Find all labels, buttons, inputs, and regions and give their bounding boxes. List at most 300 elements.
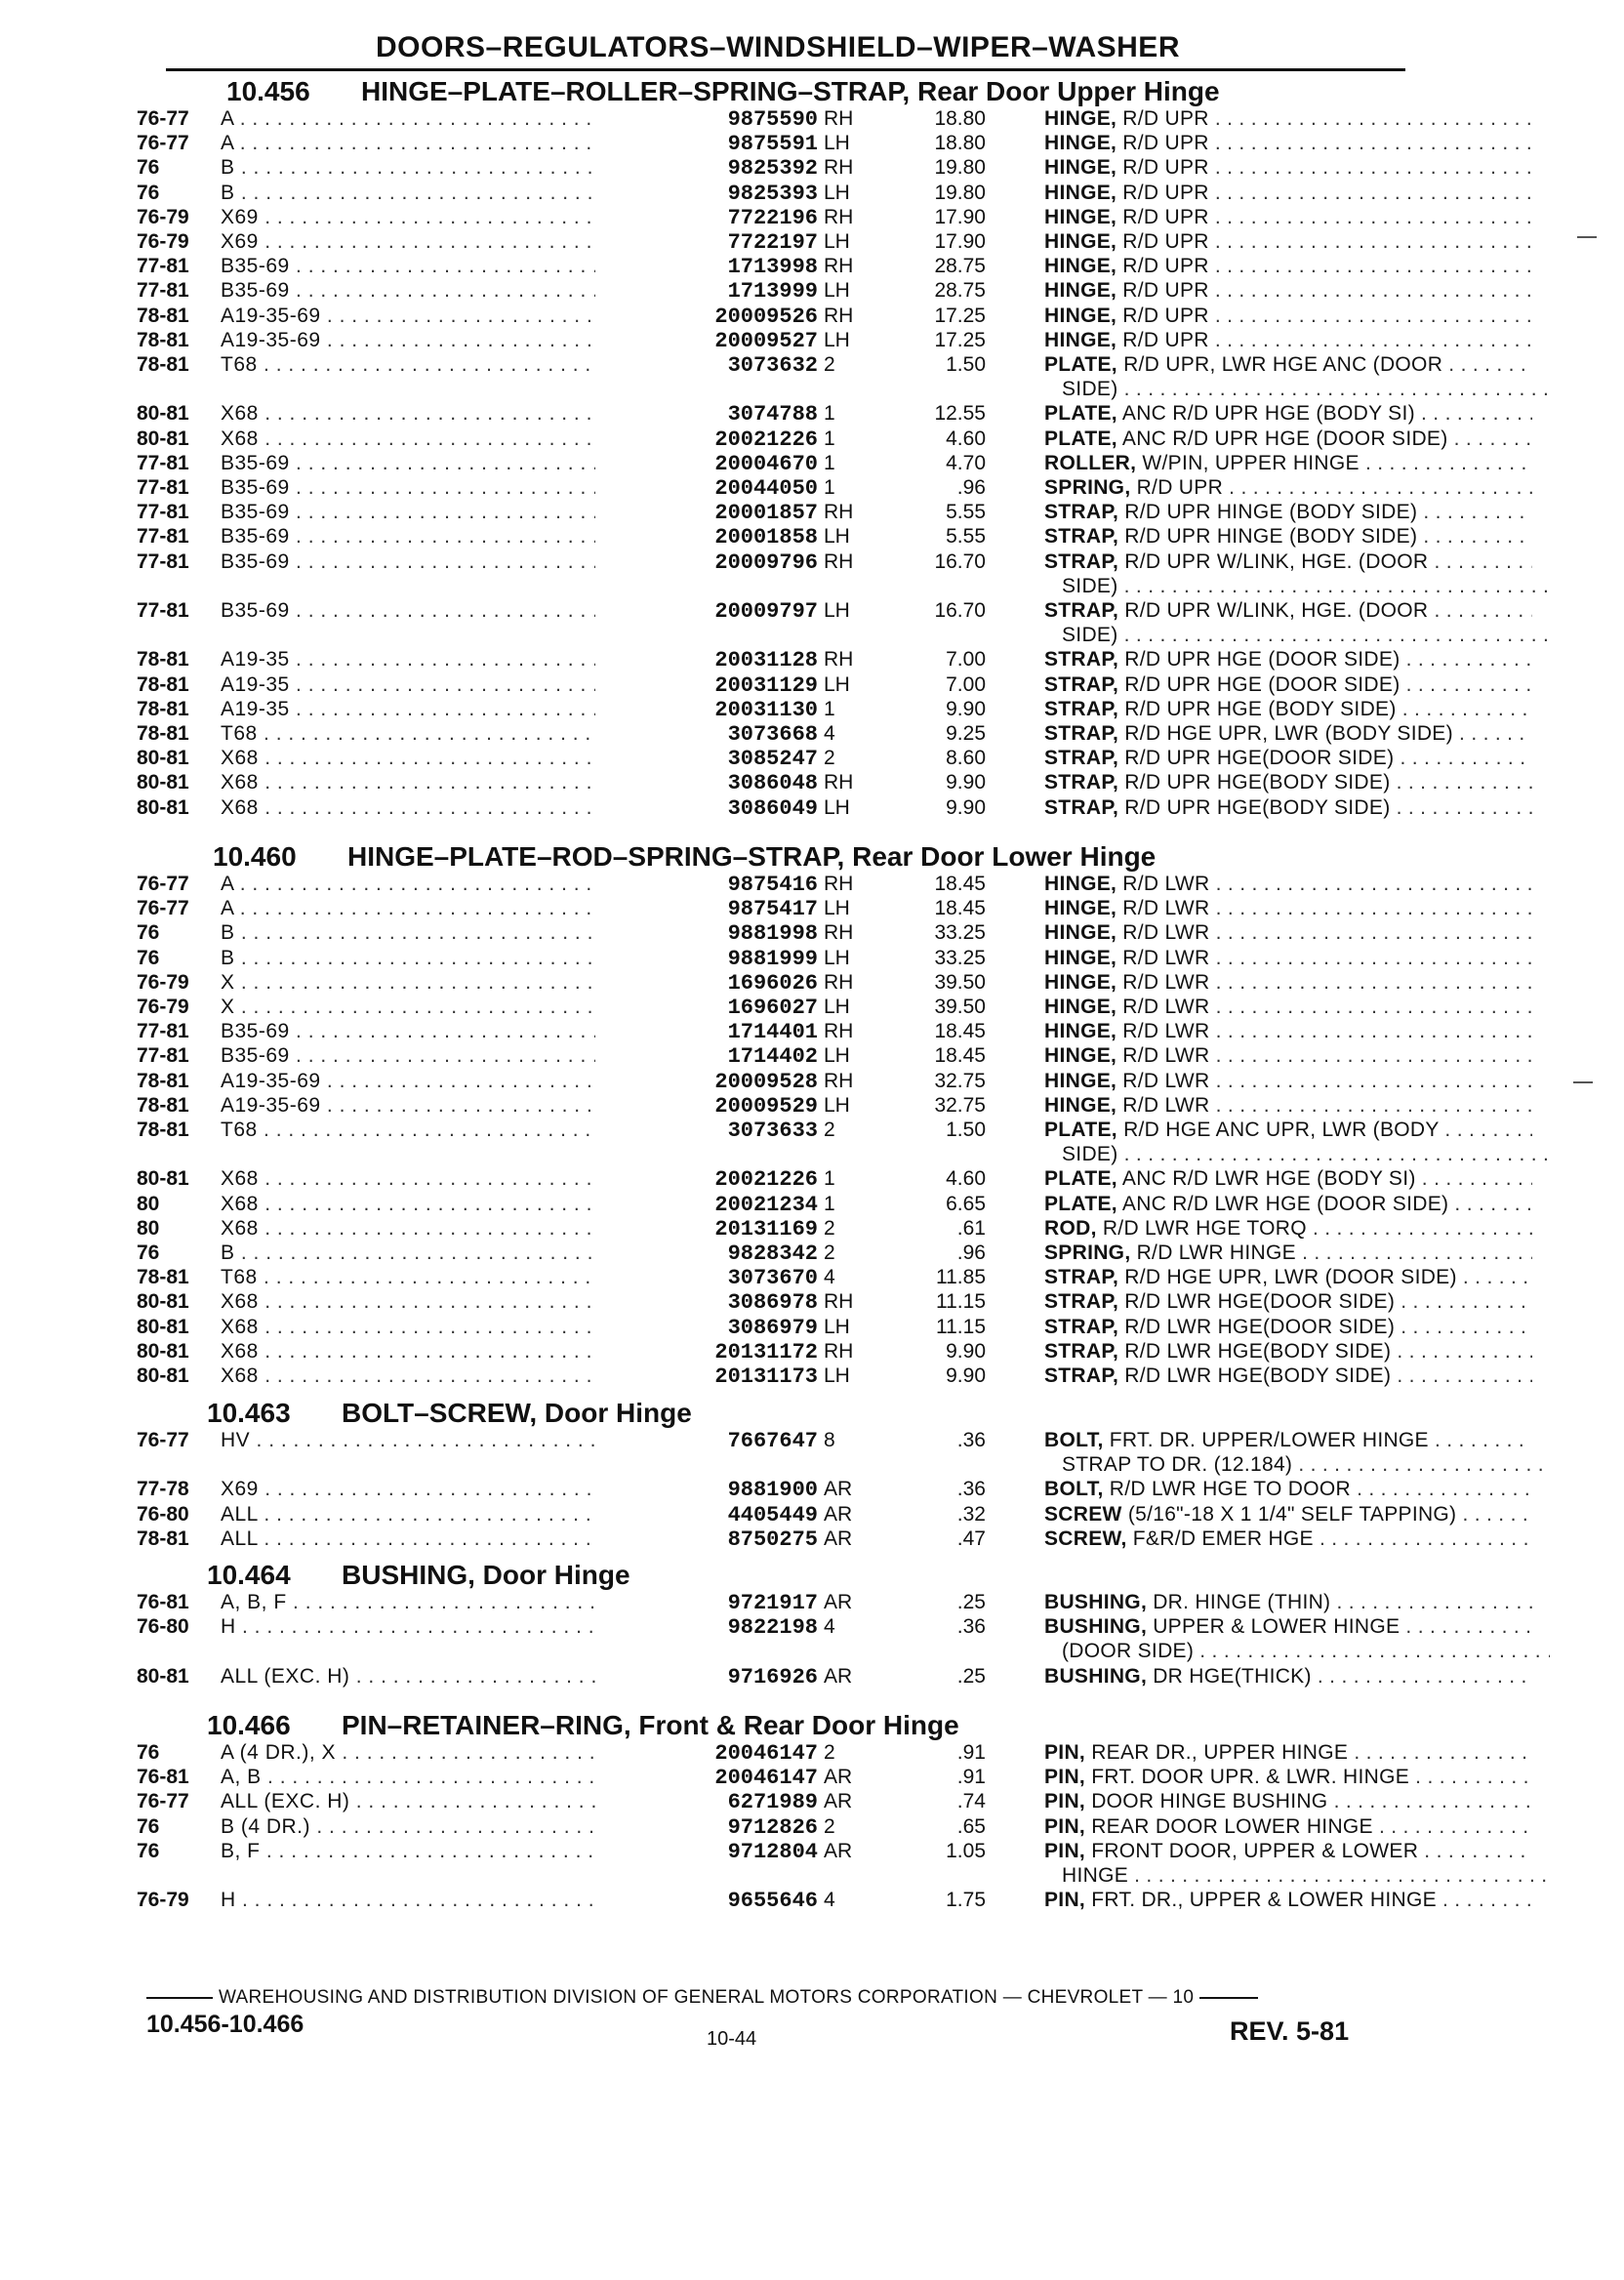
model-codes: B, F . . . bbox=[221, 1840, 699, 1863]
model-years: 77-81 bbox=[137, 1020, 189, 1042]
quantity: RH bbox=[824, 873, 854, 895]
quantity: 1 bbox=[824, 428, 835, 450]
table-row bbox=[137, 947, 1405, 971]
description-text: DR. HINGE (THIN) bbox=[1153, 1591, 1331, 1613]
quantity: RH bbox=[824, 921, 854, 944]
part-description bbox=[1044, 897, 1532, 920]
part-number: 3085247 bbox=[595, 747, 818, 771]
part-number: 3074788 bbox=[595, 402, 818, 427]
price: 39.50 bbox=[934, 971, 986, 994]
description-keyword: HINGE, bbox=[1044, 305, 1117, 327]
part-description bbox=[1044, 648, 1532, 672]
part-number: 9881999 bbox=[595, 947, 818, 971]
part-number: 9881998 bbox=[595, 921, 818, 946]
table-row bbox=[137, 550, 1429, 575]
model-years: 76 bbox=[137, 1741, 160, 1764]
description-keyword: ROLLER, bbox=[1044, 452, 1137, 474]
table-row bbox=[137, 279, 1405, 304]
quantity: RH bbox=[824, 1070, 854, 1092]
part-description bbox=[1044, 279, 1532, 303]
part-description bbox=[1044, 1020, 1532, 1043]
price: 17.25 bbox=[934, 305, 986, 327]
model-codes: X69 . . . bbox=[221, 206, 699, 229]
section-title: PIN–RETAINER–RING, bbox=[342, 1710, 631, 1740]
price: 12.55 bbox=[934, 402, 986, 425]
price: 33.25 bbox=[934, 947, 986, 969]
description-text: F&R/D EMER HGE bbox=[1132, 1527, 1314, 1550]
part-number: 7667647 bbox=[595, 1429, 818, 1453]
price: 17.90 bbox=[934, 230, 986, 253]
model-years: 76-79 bbox=[137, 1889, 189, 1911]
table-row bbox=[137, 525, 1418, 550]
table-row bbox=[137, 1316, 1405, 1340]
model-codes: A19-35 . . . bbox=[221, 698, 699, 721]
part-number: 3086048 bbox=[595, 771, 818, 795]
description-text: R/D UPR bbox=[1122, 132, 1209, 154]
revision-label: REV. 5-81 bbox=[1230, 2016, 1350, 2046]
table-row bbox=[137, 476, 1405, 501]
price: 1.05 bbox=[946, 1840, 986, 1862]
model-years: 76-79 bbox=[137, 230, 189, 253]
part-description bbox=[1044, 1478, 1532, 1501]
model-codes: B . . . bbox=[221, 947, 699, 970]
description-keyword: HINGE, bbox=[1044, 279, 1117, 302]
part-description-continued: STRAP TO DR. (12.184) . . . bbox=[1062, 1453, 1550, 1477]
price: 16.70 bbox=[934, 550, 986, 573]
description-keyword: SPRING, bbox=[1044, 476, 1131, 499]
model-codes: T68 . . . bbox=[221, 1266, 699, 1289]
description-keyword: STRAP, bbox=[1044, 501, 1119, 523]
model-codes: B35-69 . . . bbox=[221, 255, 699, 278]
model-years: 80-81 bbox=[137, 1167, 189, 1190]
quantity: 4 bbox=[824, 1266, 835, 1288]
price: .36 bbox=[956, 1478, 986, 1500]
table-row-continuation bbox=[137, 624, 1405, 648]
description-text: R/D UPR bbox=[1122, 230, 1209, 253]
part-description bbox=[1044, 255, 1532, 278]
quantity: 1 bbox=[824, 402, 835, 425]
description-text: R/D LWR bbox=[1122, 1044, 1210, 1067]
part-description bbox=[1044, 1266, 1532, 1289]
part-number: 3073670 bbox=[595, 1266, 818, 1290]
part-description bbox=[1044, 1741, 1532, 1765]
price: 32.75 bbox=[934, 1094, 986, 1117]
description-text: R/D UPR bbox=[1136, 476, 1224, 499]
quantity: LH bbox=[824, 525, 850, 548]
part-description bbox=[1044, 305, 1532, 328]
table-row bbox=[137, 305, 1405, 329]
model-years: 78-81 bbox=[137, 1119, 189, 1141]
footer-division: WAREHOUSING AND DISTRIBUTION DIVISION OF GENERAL MOTORS CORPORATION — CHEVROLET — 10 bbox=[146, 1987, 1258, 2009]
description-text: R/D UPR bbox=[1122, 107, 1209, 130]
table-row bbox=[137, 452, 1405, 476]
quantity: LH bbox=[824, 182, 850, 204]
part-number: 20001858 bbox=[595, 525, 818, 550]
quantity: RH bbox=[824, 206, 854, 228]
price: 18.80 bbox=[934, 132, 986, 154]
part-number: 1713999 bbox=[595, 279, 818, 304]
model-codes: X68 . . . bbox=[221, 1364, 699, 1388]
part-description bbox=[1044, 1193, 1532, 1216]
part-description bbox=[1044, 673, 1532, 697]
quantity: LH bbox=[824, 1316, 850, 1338]
table-row bbox=[137, 648, 1405, 672]
quantity: 8 bbox=[824, 1429, 835, 1451]
description-keyword: PIN, bbox=[1044, 1840, 1086, 1862]
price: .25 bbox=[956, 1591, 986, 1613]
quantity: AR bbox=[824, 1478, 853, 1500]
description-text: R/D LWR HGE TO DOOR bbox=[1109, 1478, 1351, 1500]
part-description bbox=[1044, 1665, 1532, 1689]
description-text: R/D UPR HINGE (BODY SIDE) bbox=[1124, 501, 1418, 523]
part-number: 20009527 bbox=[595, 329, 818, 353]
quantity: RH bbox=[824, 255, 854, 277]
table-row bbox=[137, 329, 1405, 353]
model-codes: A19-35 . . . bbox=[221, 648, 699, 672]
part-number: 9712826 bbox=[595, 1815, 818, 1840]
description-text: R/D LWR bbox=[1122, 996, 1210, 1018]
part-description bbox=[1044, 796, 1532, 820]
price: 9.25 bbox=[946, 722, 986, 745]
table-row bbox=[137, 921, 1405, 946]
model-years: 76-81 bbox=[137, 1766, 189, 1788]
price: 9.90 bbox=[946, 771, 986, 794]
table-row bbox=[137, 255, 1405, 279]
table-row bbox=[137, 501, 1418, 525]
table-row bbox=[137, 873, 1405, 897]
quantity: LH bbox=[824, 230, 850, 253]
quantity: LH bbox=[824, 1044, 850, 1067]
part-description bbox=[1044, 353, 1532, 377]
quantity: RH bbox=[824, 501, 854, 523]
quantity: RH bbox=[824, 305, 854, 327]
part-number: 20031128 bbox=[595, 648, 818, 672]
description-text: R/D UPR HGE(BODY SIDE) bbox=[1124, 771, 1391, 794]
model-codes: A19-35-69 . . . bbox=[221, 305, 699, 328]
table-row bbox=[137, 1364, 1405, 1389]
table-row-continuation bbox=[137, 575, 1405, 599]
section-title: HINGE–PLATE–ROLLER–SPRING–STRAP, bbox=[361, 76, 911, 106]
part-description bbox=[1044, 156, 1532, 180]
table-row bbox=[137, 747, 1405, 771]
quantity: 2 bbox=[824, 747, 835, 769]
section-number: 10.466 bbox=[207, 1710, 291, 1740]
model-years: 80-81 bbox=[137, 1340, 189, 1363]
description-keyword: BOLT, bbox=[1044, 1429, 1104, 1451]
part-description bbox=[1044, 1591, 1532, 1614]
description-keyword: HINGE, bbox=[1044, 996, 1117, 1018]
model-codes: HV . . . bbox=[221, 1429, 699, 1452]
part-description bbox=[1044, 402, 1532, 426]
price: .91 bbox=[956, 1741, 986, 1764]
description-keyword: HINGE, bbox=[1044, 156, 1117, 179]
model-years: 78-81 bbox=[137, 1094, 189, 1117]
description-text: R/D LWR HGE(BODY SIDE) bbox=[1124, 1364, 1392, 1387]
description-keyword: PLATE, bbox=[1044, 353, 1117, 376]
part-description bbox=[1044, 1503, 1532, 1527]
table-row bbox=[137, 1044, 1405, 1069]
model-years: 78-81 bbox=[137, 673, 189, 696]
quantity: LH bbox=[824, 796, 850, 819]
table-row bbox=[137, 1478, 1405, 1502]
model-years: 76-77 bbox=[137, 873, 189, 895]
description-text: R/D UPR bbox=[1122, 279, 1209, 302]
part-number: 8750275 bbox=[595, 1527, 818, 1552]
part-description bbox=[1044, 1340, 1532, 1364]
part-number: 20009796 bbox=[595, 550, 818, 575]
table-row-continuation bbox=[137, 1453, 1405, 1478]
description-text: DOOR HINGE BUSHING bbox=[1091, 1790, 1328, 1812]
part-number: 3086049 bbox=[595, 796, 818, 821]
model-codes: B . . . bbox=[221, 1242, 699, 1265]
description-keyword: HINGE, bbox=[1044, 206, 1117, 228]
description-text: R/D LWR bbox=[1122, 947, 1210, 969]
model-codes: X68 . . . bbox=[221, 747, 699, 770]
model-codes: B35-69 . . . bbox=[221, 550, 699, 574]
price: 5.55 bbox=[946, 501, 986, 523]
part-description bbox=[1044, 1070, 1532, 1093]
table-row bbox=[137, 1290, 1405, 1315]
table-row bbox=[137, 132, 1405, 156]
margin-mark bbox=[1573, 1081, 1593, 1083]
description-text: W/PIN, UPPER HINGE bbox=[1142, 452, 1360, 474]
part-description bbox=[1044, 501, 1532, 524]
description-text: R/D LWR bbox=[1122, 921, 1210, 944]
description-keyword: PLATE, bbox=[1044, 1167, 1117, 1190]
table-row bbox=[137, 1527, 1405, 1552]
description-keyword: HINGE, bbox=[1044, 947, 1117, 969]
price: .61 bbox=[956, 1217, 986, 1240]
price: .91 bbox=[956, 1766, 986, 1788]
model-years: 80-81 bbox=[137, 402, 189, 425]
part-number: 3086979 bbox=[595, 1316, 818, 1340]
table-row bbox=[137, 971, 1405, 996]
model-years: 76-79 bbox=[137, 206, 189, 228]
description-text: R/D UPR bbox=[1122, 156, 1209, 179]
model-years: 76-77 bbox=[137, 1429, 189, 1451]
part-number: 20031129 bbox=[595, 673, 818, 698]
model-years: 76 bbox=[137, 1815, 160, 1838]
description-keyword: HINGE, bbox=[1044, 921, 1117, 944]
description-keyword: BOLT, bbox=[1044, 1478, 1104, 1500]
table-row bbox=[137, 1790, 1405, 1814]
part-description bbox=[1044, 747, 1532, 770]
part-description bbox=[1044, 1119, 1532, 1142]
model-codes: X . . . bbox=[221, 996, 699, 1019]
table-row bbox=[137, 996, 1405, 1020]
model-codes: B35-69 . . . bbox=[221, 599, 699, 623]
section-number: 10.456 bbox=[226, 76, 310, 106]
description-keyword: SPRING, bbox=[1044, 1242, 1131, 1264]
model-codes: B . . . bbox=[221, 182, 699, 205]
description-keyword: PLATE, bbox=[1044, 1119, 1117, 1141]
section-heading bbox=[213, 841, 1156, 873]
part-number: 20131172 bbox=[595, 1340, 818, 1364]
description-keyword: HINGE, bbox=[1044, 329, 1117, 351]
price: 19.80 bbox=[934, 156, 986, 179]
table-row bbox=[137, 156, 1405, 181]
model-codes: X68 . . . bbox=[221, 1340, 699, 1364]
model-codes: A, B, F . . . bbox=[221, 1591, 699, 1614]
section-subtitle: Rear Door Upper Hinge bbox=[910, 76, 1220, 106]
description-text: R/D UPR HINGE (BODY SIDE) bbox=[1124, 525, 1418, 548]
model-years: 76-79 bbox=[137, 996, 189, 1018]
table-row bbox=[137, 1193, 1449, 1217]
quantity: AR bbox=[824, 1840, 853, 1862]
quantity: AR bbox=[824, 1503, 853, 1526]
model-codes: B35-69 . . . bbox=[221, 525, 699, 549]
model-codes: ALL . . . bbox=[221, 1503, 699, 1527]
table-row bbox=[137, 206, 1405, 230]
description-keyword: PIN, bbox=[1044, 1741, 1086, 1764]
model-years: 76-77 bbox=[137, 107, 189, 130]
price: 17.90 bbox=[934, 206, 986, 228]
description-text: R/D UPR bbox=[1122, 206, 1209, 228]
quantity: LH bbox=[824, 1364, 850, 1387]
footer-range: 10.456-10.466 bbox=[146, 2011, 304, 2038]
table-row bbox=[137, 1217, 1405, 1242]
part-number: 9825392 bbox=[595, 156, 818, 181]
part-number: 9825393 bbox=[595, 182, 818, 206]
part-number: 9828342 bbox=[595, 1242, 818, 1266]
header-rule bbox=[166, 68, 1405, 71]
quantity: RH bbox=[824, 771, 854, 794]
price: 9.90 bbox=[946, 796, 986, 819]
part-number: 9655646 bbox=[595, 1889, 818, 1913]
model-codes: X68 . . . bbox=[221, 428, 699, 451]
price: 11.15 bbox=[936, 1316, 986, 1338]
part-number: 20009529 bbox=[595, 1094, 818, 1119]
description-text: R/D LWR HGE TORQ bbox=[1102, 1217, 1307, 1240]
section-heading bbox=[207, 1398, 692, 1429]
quantity: AR bbox=[824, 1591, 853, 1613]
price: 28.75 bbox=[934, 279, 986, 302]
description-text: R/D HGE UPR, LWR (DOOR SIDE) bbox=[1124, 1266, 1457, 1288]
description-text: FRONT DOOR, UPPER & LOWER bbox=[1091, 1840, 1419, 1862]
part-description bbox=[1044, 1840, 1532, 1863]
part-description bbox=[1044, 873, 1532, 896]
price: 9.90 bbox=[946, 698, 986, 720]
description-text: FRT. DR., UPPER & LOWER HINGE bbox=[1091, 1889, 1437, 1911]
price: .96 bbox=[956, 1242, 986, 1264]
model-years: 76-79 bbox=[137, 971, 189, 994]
quantity: LH bbox=[824, 673, 850, 696]
description-keyword: STRAP, bbox=[1044, 722, 1119, 745]
part-description-continued: SIDE) . . . bbox=[1062, 624, 1550, 647]
part-number: 3073633 bbox=[595, 1119, 818, 1143]
table-row bbox=[137, 1094, 1405, 1119]
quantity: AR bbox=[824, 1766, 853, 1788]
quantity: LH bbox=[824, 897, 850, 919]
table-row bbox=[137, 599, 1429, 624]
model-years: 76 bbox=[137, 947, 160, 969]
part-description bbox=[1044, 1316, 1532, 1339]
model-codes: B (4 DR.) . . . bbox=[221, 1815, 699, 1839]
table-row-continuation bbox=[137, 378, 1405, 402]
quantity: 2 bbox=[824, 1242, 835, 1264]
table-row bbox=[137, 1167, 1416, 1192]
model-years: 80 bbox=[137, 1217, 160, 1240]
table-row bbox=[137, 107, 1405, 132]
model-years: 77-81 bbox=[137, 255, 189, 277]
model-years: 77-81 bbox=[137, 550, 189, 573]
description-keyword: PIN, bbox=[1044, 1766, 1086, 1788]
quantity: 2 bbox=[824, 353, 835, 376]
price: 7.00 bbox=[946, 673, 986, 696]
quantity: RH bbox=[824, 107, 854, 130]
quantity: 2 bbox=[824, 1119, 835, 1141]
price: 18.45 bbox=[934, 1020, 986, 1042]
part-description bbox=[1044, 1766, 1532, 1789]
quantity: 4 bbox=[824, 1615, 835, 1638]
model-codes: T68 . . . bbox=[221, 722, 699, 746]
part-number: 9721917 bbox=[595, 1591, 818, 1615]
model-years: 77-81 bbox=[137, 452, 189, 474]
model-codes: A (4 DR.), X . . . bbox=[221, 1741, 699, 1765]
quantity: 4 bbox=[824, 722, 835, 745]
model-codes: ALL (EXC. H) . . . bbox=[221, 1790, 699, 1813]
page-number: 10-44 bbox=[707, 2028, 757, 2050]
model-years: 76-80 bbox=[137, 1503, 189, 1526]
price: 4.70 bbox=[946, 452, 986, 474]
model-years: 78-81 bbox=[137, 353, 189, 376]
section-subtitle: Front & Rear Door Hinge bbox=[630, 1710, 959, 1740]
part-description bbox=[1044, 1364, 1532, 1388]
description-keyword: HINGE, bbox=[1044, 1070, 1117, 1092]
description-keyword: HINGE, bbox=[1044, 897, 1117, 919]
model-codes: T68 . . . bbox=[221, 353, 699, 377]
price: .32 bbox=[956, 1503, 986, 1526]
description-text: R/D LWR bbox=[1122, 873, 1210, 895]
price: 17.25 bbox=[934, 329, 986, 351]
quantity: AR bbox=[824, 1527, 853, 1550]
part-number: 20044050 bbox=[595, 476, 818, 501]
description-keyword: PLATE, bbox=[1044, 402, 1117, 425]
table-row bbox=[137, 1266, 1457, 1290]
price: 8.60 bbox=[946, 747, 986, 769]
table-row bbox=[137, 1340, 1405, 1364]
model-years: 80-81 bbox=[137, 1316, 189, 1338]
description-keyword: STRAP, bbox=[1044, 1364, 1119, 1387]
part-number: 20131169 bbox=[595, 1217, 818, 1242]
quantity: RH bbox=[824, 156, 854, 179]
description-text: FRT. DOOR UPR. & LWR. HINGE bbox=[1091, 1766, 1410, 1788]
model-years: 80-81 bbox=[137, 747, 189, 769]
price: .65 bbox=[956, 1815, 986, 1838]
model-years: 77-81 bbox=[137, 476, 189, 499]
price: 11.85 bbox=[936, 1266, 986, 1288]
price: 1.50 bbox=[946, 353, 986, 376]
description-keyword: PLATE, bbox=[1044, 428, 1117, 450]
description-keyword: HINGE, bbox=[1044, 255, 1117, 277]
table-row bbox=[137, 1070, 1405, 1094]
part-number: 20009797 bbox=[595, 599, 818, 624]
model-codes: B35-69 . . . bbox=[221, 279, 699, 303]
model-codes: A . . . bbox=[221, 107, 699, 131]
price: .47 bbox=[956, 1527, 986, 1550]
price: .74 bbox=[956, 1790, 986, 1812]
part-number: 9875416 bbox=[595, 873, 818, 897]
part-number: 20004670 bbox=[595, 452, 818, 476]
part-description bbox=[1044, 921, 1532, 945]
part-number: 20021234 bbox=[595, 1193, 818, 1217]
table-row bbox=[137, 1615, 1405, 1640]
table-row bbox=[137, 402, 1415, 427]
part-description bbox=[1044, 476, 1532, 500]
model-codes: A19-35 . . . bbox=[221, 673, 699, 697]
section-heading bbox=[207, 1710, 959, 1741]
quantity: RH bbox=[824, 1340, 854, 1363]
